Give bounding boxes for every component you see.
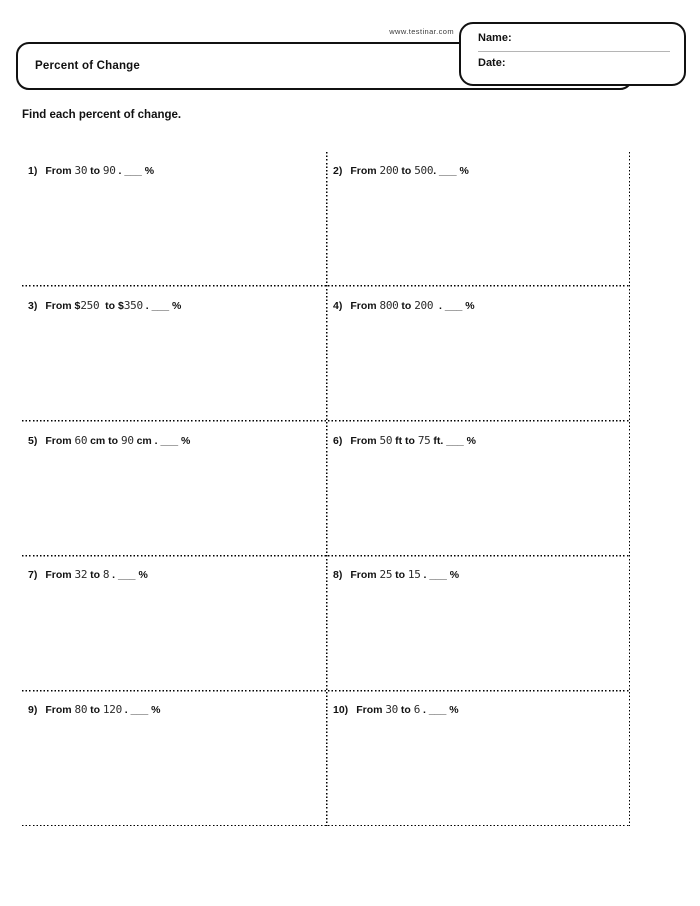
problem-text-segment: From <box>45 434 75 447</box>
problem-value: 32 <box>74 568 88 582</box>
problem-number: 6) <box>333 434 343 447</box>
problem-text <box>45 565 147 583</box>
problem-text <box>350 161 468 179</box>
problem-number: 5) <box>28 434 38 447</box>
name-write-line <box>478 51 670 52</box>
date-label: Date: <box>478 57 506 69</box>
problem-text-segment: From <box>45 569 75 582</box>
problem-value: 15 <box>407 568 421 582</box>
problem-value: 90 <box>121 433 134 447</box>
problem-text-segment: $ <box>74 299 81 312</box>
problem-cell <box>22 556 327 691</box>
answer-blank: . ___ % <box>420 569 460 582</box>
problem-text <box>350 431 476 449</box>
problem-text-segment: to <box>392 569 408 582</box>
problem-text <box>350 565 459 583</box>
problem-number: 8) <box>333 569 343 582</box>
problem-text-segment: $ <box>118 299 124 312</box>
problem-value: 75 <box>417 433 431 447</box>
name-label: Name: <box>478 32 512 44</box>
problem-text <box>45 700 160 718</box>
answer-blank: . ___ % <box>433 165 469 177</box>
problem-text-segment: From <box>350 299 380 312</box>
problem-text-segment: cm to <box>87 434 122 447</box>
problem-number: 4) <box>333 299 343 312</box>
answer-blank: ft. ___ % <box>430 434 477 447</box>
name-date-box <box>459 22 686 86</box>
problem-text-segment: From <box>45 165 75 177</box>
problem-text-segment: to <box>398 704 414 717</box>
problem-cell <box>327 422 630 557</box>
problem-value: 8 <box>102 568 110 582</box>
problem-text-segment: to <box>398 299 415 312</box>
problem-number: 2) <box>333 165 343 177</box>
answer-blank: cm . ___ % <box>133 434 191 447</box>
problem-number: 10) <box>333 704 349 717</box>
problem-text <box>45 296 181 314</box>
problem-text-segment: ft to <box>392 434 418 447</box>
problem-number: 9) <box>28 704 38 717</box>
problem-cell <box>22 691 327 826</box>
problem-cell <box>22 287 327 422</box>
problem-cell <box>327 287 630 422</box>
page-title: Percent of Change <box>35 60 141 72</box>
problem-text-segment: From <box>356 704 386 717</box>
problem-value: 30 <box>74 164 88 177</box>
problem-text-segment: to <box>99 299 118 312</box>
problem-number: 7) <box>28 569 38 582</box>
problem-text-segment: to <box>87 704 103 717</box>
problem-value: 200 <box>379 164 399 177</box>
problem-value: 250 <box>80 298 100 312</box>
problem-value: 90 <box>102 164 116 177</box>
problem-text-segment: to <box>398 165 415 177</box>
problem-text-segment: From <box>350 434 380 447</box>
instruction-text: Find each percent of change. <box>22 109 182 121</box>
problem-cell <box>22 152 327 287</box>
problem-value: 60 <box>74 433 88 447</box>
website-url: www.testinar.com <box>389 27 454 36</box>
problem-value: 120 <box>102 703 122 717</box>
problem-value: 800 <box>379 298 399 312</box>
problem-value: 200 <box>414 298 434 312</box>
problem-text <box>350 296 474 314</box>
problem-text-segment: From <box>45 299 75 312</box>
problem-cell <box>327 691 630 826</box>
problem-value: 350 <box>123 298 143 312</box>
answer-blank: . ___ % <box>121 704 161 717</box>
problem-cell <box>22 422 327 557</box>
answer-blank: . ___ % <box>115 165 155 177</box>
problem-cell <box>327 556 630 691</box>
problem-number: 1) <box>28 165 38 177</box>
problem-value: 25 <box>379 568 393 582</box>
answer-blank: . ___ % <box>420 704 459 717</box>
problem-value: 500 <box>414 164 434 177</box>
problem-text-segment: From <box>45 704 75 717</box>
problem-text-segment: to <box>87 569 103 582</box>
problem-text-segment: From <box>350 165 380 177</box>
problem-text <box>45 161 154 179</box>
problem-text <box>45 431 190 449</box>
problem-cell <box>327 152 630 287</box>
problems-grid <box>22 152 630 826</box>
problem-number: 3) <box>28 299 38 312</box>
answer-blank: . ___ % <box>109 569 148 582</box>
problem-value: 30 <box>385 703 399 717</box>
answer-blank: . ___ % <box>433 299 475 312</box>
problem-text <box>356 700 458 718</box>
problem-text-segment: to <box>87 165 103 177</box>
problem-text-segment: From <box>350 569 380 582</box>
answer-blank: . ___ % <box>142 299 182 312</box>
problem-value: 80 <box>74 703 88 717</box>
problem-value: 50 <box>379 433 393 447</box>
problem-value: 6 <box>413 703 421 717</box>
